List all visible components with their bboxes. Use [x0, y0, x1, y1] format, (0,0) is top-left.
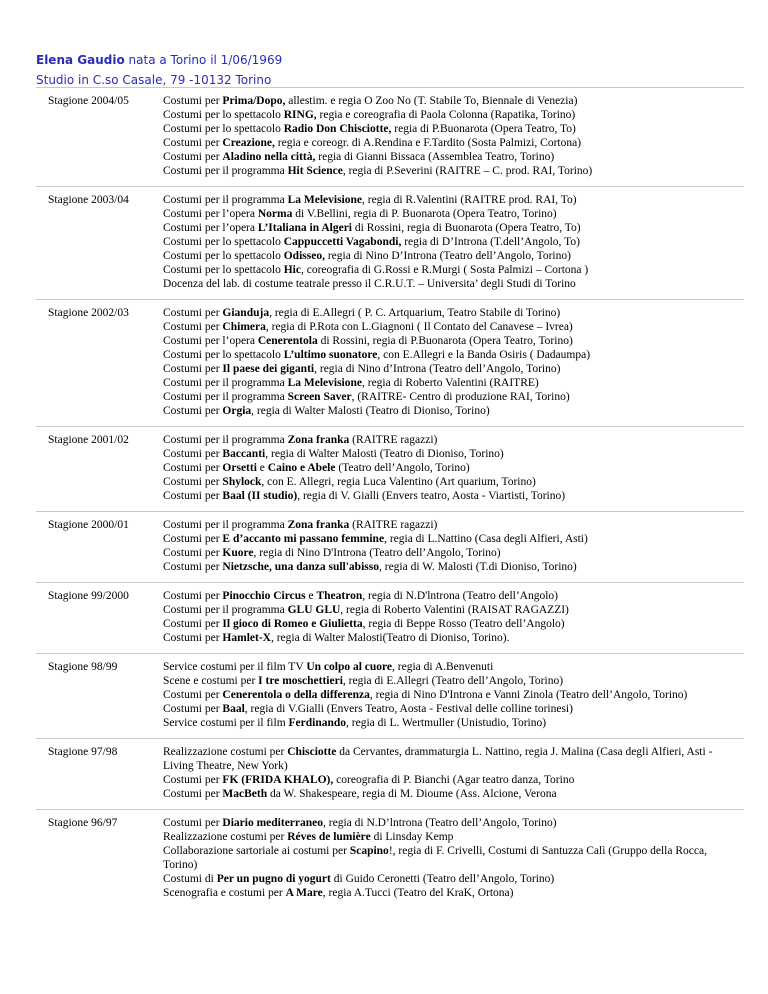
- work-title: Chimera: [222, 321, 266, 333]
- entry-text: Costumi per: [163, 817, 223, 829]
- entry-line: [163, 376, 738, 390]
- entry-text: , regia di N.D'lntrona (Teatro dell’Angolo): [362, 590, 558, 602]
- entry-text: , regia di Nino D'Introna (Teatro dell’Angolo, Torino): [253, 547, 501, 559]
- entry-line: [163, 773, 738, 787]
- entry-text: da W. Shakespeare, regia di M. Dioume (Ass. Alcione, Verona: [267, 788, 557, 800]
- entry-line: [163, 94, 738, 108]
- work-title: Cappuccetti Vagabondi,: [283, 236, 402, 248]
- work-title: Aladino nella città,: [222, 151, 316, 163]
- season-row: [36, 186, 744, 299]
- work-title: MacBeth: [222, 788, 268, 800]
- entry-line: [163, 886, 738, 900]
- work-title: L’Italiana in Algeri: [257, 222, 353, 234]
- entry-text: Costumi per: [163, 788, 223, 800]
- season-entries: [163, 745, 744, 801]
- entry-text: di Rossini, regia di P.Buonarota (Opera Teatro, Torino): [317, 335, 573, 347]
- entry-line: [163, 221, 738, 235]
- entry-line: [163, 277, 738, 291]
- work-title: Hamlet-X: [222, 632, 271, 644]
- entry-line: [163, 235, 738, 249]
- entry-text: regia e coreogr. di A.Rendina e F.Tardito (Sosta Palmizi, Cortona): [274, 137, 582, 149]
- entry-text: Costumi per: [163, 703, 223, 715]
- work-title: Odisseo,: [283, 250, 325, 262]
- work-title: La Melevisione: [287, 194, 362, 206]
- entry-text: e: [256, 462, 268, 474]
- season-entries: [163, 306, 744, 418]
- entry-line: [163, 872, 738, 886]
- entry-line: [163, 631, 738, 645]
- work-title: Creazione,: [222, 137, 275, 149]
- work-title: FK (FRIDA KHALO),: [222, 774, 334, 786]
- work-title: Scapino: [349, 845, 389, 857]
- entry-text: regia di P.Buonarota (Opera Teatro, To): [391, 123, 576, 135]
- entry-text: Scene e costumi per: [163, 675, 259, 687]
- season-label: Stagione 2000/01: [48, 519, 129, 531]
- season-entries: [163, 193, 744, 291]
- work-title: Theatron: [316, 590, 363, 602]
- entry-text: , regia di Beppe Rosso (Teatro dell’Angolo): [362, 618, 565, 630]
- entry-text: !, regia di F. Crivelli, Costumi di Santuzza Calì (Gruppo della Rocca, Torino): [163, 845, 707, 871]
- entry-text: Realizzazione costumi per: [163, 831, 288, 843]
- entry-text: Costumi per lo spettacolo: [163, 264, 284, 276]
- entry-text: Costumi per: [163, 307, 223, 319]
- work-title: Baal (II studio): [222, 490, 298, 502]
- entry-text: Costumi per l’opera: [163, 208, 258, 220]
- entry-line: [163, 306, 738, 320]
- work-title: RING,: [283, 109, 317, 121]
- entry-line: [163, 461, 738, 475]
- season-label: Stagione 96/97: [48, 817, 118, 829]
- entry-line: [163, 193, 738, 207]
- entry-line: [163, 560, 738, 574]
- entry-line: [163, 362, 738, 376]
- entry-text: Collaborazione sartoriale ai costumi per: [163, 845, 350, 857]
- work-title: Norma: [257, 208, 293, 220]
- entry-text: , regia di W. Malosti (T.di Dioniso, Torino): [378, 561, 577, 573]
- entry-line: [163, 816, 738, 830]
- entry-text: Costumi per il programma: [163, 604, 288, 616]
- work-title: Orgia: [222, 405, 252, 417]
- season-label: Stagione 2003/04: [48, 194, 129, 206]
- entry-text: coreografia di P. Bianchi (Agar teatro danza, Torino: [333, 774, 575, 786]
- entry-text: Costumi per: [163, 405, 223, 417]
- entry-line: [163, 475, 738, 489]
- entry-text: regia di Nino D’Introna (Teatro dell’Angolo, Torino): [324, 250, 571, 262]
- entry-line: [163, 164, 738, 178]
- season-row: [36, 653, 744, 738]
- entry-text: Service costumi per il film: [163, 717, 289, 729]
- entry-line: [163, 716, 738, 730]
- work-title: Orsetti: [222, 462, 257, 474]
- entry-text: Costumi per lo spettacolo: [163, 250, 284, 262]
- entry-text: , regia di Roberto Valentini (RAITRE): [362, 377, 539, 389]
- entry-text: Costumi per lo spettacolo: [163, 236, 284, 248]
- work-title: Nietzsche, una danza sull'abisso: [222, 561, 379, 573]
- seasons-table: [36, 87, 744, 908]
- entry-line: [163, 348, 738, 362]
- work-title: Hic: [283, 264, 301, 276]
- entry-text: Costumi per: [163, 689, 223, 701]
- entry-line: [163, 334, 738, 348]
- season-entries: [163, 433, 744, 503]
- entry-text: , regia di Walter Malosti (Teatro di Dioniso, Torino): [265, 448, 504, 460]
- entry-line: [163, 320, 738, 334]
- work-title: Il gioco di Romeo e Giulietta: [222, 618, 363, 630]
- work-title: Baccanti: [222, 448, 266, 460]
- work-title: Radio Don Chisciotte,: [283, 123, 392, 135]
- author-name: Elena Gaudio: [36, 53, 125, 67]
- entry-text: regia e coreografia di Paola Colonna (Rapatika, Torino): [316, 109, 576, 121]
- entry-line: [163, 532, 738, 546]
- entry-text: Docenza del lab. di costume teatrale presso il C.R.U.T. – Universita’ degli Studi di Torino: [163, 278, 576, 290]
- entry-line: [163, 108, 738, 122]
- entry-text: , regia di E.Allegri ( P. C. Artquarium, Teatro Stabile di Torino): [269, 307, 561, 319]
- season-label: Stagione 99/2000: [48, 590, 129, 602]
- entry-text: , regia di V. Gialli (Envers teatro, Aosta - Viartisti, Torino): [297, 490, 566, 502]
- entry-text: Costumi per: [163, 590, 223, 602]
- season-row: [36, 87, 744, 186]
- season-entries: [163, 518, 744, 574]
- season-entries: [163, 816, 744, 900]
- entry-text: , regia di L.Nattino (Casa degli Alfieri, Asti): [384, 533, 588, 545]
- entry-text: di Linsday Kemp: [370, 831, 454, 843]
- entry-line: [163, 830, 738, 844]
- season-entries: [163, 589, 744, 645]
- entry-text: , regia di V.Gialli (Envers Teatro, Aosta - Festival delle colline torinesi): [244, 703, 573, 715]
- entry-text: , coreografia di G.Rossi e R.Murgi ( Sosta Palmizi – Cortona ): [300, 264, 589, 276]
- entry-text: , con E. Allegri, regia Luca Valentino (Art quarium, Torino): [261, 476, 536, 488]
- season-row: [36, 809, 744, 908]
- entry-text: Costumi per: [163, 632, 223, 644]
- entry-text: Costumi per: [163, 448, 223, 460]
- entry-text: , regia di N.D’lntrona (Teatro dell’Angolo, Torino): [323, 817, 557, 829]
- work-title: Pinocchio Circus: [222, 590, 306, 602]
- entry-text: Costumi per: [163, 774, 223, 786]
- work-title: Diario mediterraneo: [222, 817, 324, 829]
- entry-text: , regia A.Tucci (Teatro del KraK, Ortona): [322, 887, 514, 899]
- entry-line: [163, 136, 738, 150]
- entry-text: , con E.Allegri e la Banda Osiris ( Dadaumpa): [377, 349, 591, 361]
- work-title: I tre moschettieri: [258, 675, 343, 687]
- entry-line: [163, 688, 738, 702]
- season-entries: [163, 94, 744, 178]
- entry-text: , regia di Walter Malosti (Teatro di Dioniso, Torino): [251, 405, 490, 417]
- entry-text: regia di D’Introna (T.dell’Angolo, To): [401, 236, 580, 248]
- entry-text: Costumi per lo spettacolo: [163, 349, 284, 361]
- entry-text: , regia di Nino d’Introna (Teatro dell’Angolo, Torino): [314, 363, 561, 375]
- header-line-1: [36, 50, 282, 70]
- work-title: GLU GLU: [287, 604, 341, 616]
- entry-line: [163, 249, 738, 263]
- work-title: Shylock: [222, 476, 262, 488]
- entry-text: di Rossini, regia di Buonarota (Opera Teatro, To): [352, 222, 581, 234]
- entry-text: Costumi per lo spettacolo: [163, 109, 284, 121]
- season-label: Stagione 97/98: [48, 746, 118, 758]
- entry-text: Costumi per il programma: [163, 434, 288, 446]
- entry-line: [163, 745, 738, 773]
- entry-text: Costumi per: [163, 476, 223, 488]
- entry-text: Costumi per il programma: [163, 194, 288, 206]
- entry-line: [163, 546, 738, 560]
- entry-text: Costumi per: [163, 321, 223, 333]
- entry-text: Realizzazione costumi per: [163, 746, 288, 758]
- entry-line: [163, 660, 738, 674]
- entry-text: di V.Bellini, regia di P. Buonarota (Opera Teatro, Torino): [292, 208, 557, 220]
- entry-line: [163, 617, 738, 631]
- work-title: Per un pugno di yogurt: [216, 873, 331, 885]
- season-row: [36, 738, 744, 809]
- entry-line: [163, 787, 738, 801]
- entry-text: Costumi per lo spettacolo: [163, 123, 284, 135]
- work-title: Gianduja: [222, 307, 270, 319]
- entry-text: da Cervantes, drammaturgia L. Nattino, regia J. Malina (Casa degli Alfieri, Asti - Living Theatre, New York): [163, 746, 713, 772]
- entry-line: [163, 518, 738, 532]
- work-title: Prima/Dopo,: [222, 95, 286, 107]
- work-title: Baal: [222, 703, 245, 715]
- work-title: Hit Science: [287, 165, 343, 177]
- entry-text: Costumi per il programma: [163, 519, 288, 531]
- entry-line: [163, 433, 738, 447]
- entry-line: [163, 122, 738, 136]
- entry-text: , regia di L. Wertmuller (Unistudio, Torino): [346, 717, 547, 729]
- season-label: Stagione 98/99: [48, 661, 118, 673]
- entry-line: [163, 447, 738, 461]
- entry-text: Service costumi per il film TV: [163, 661, 307, 673]
- work-title: La Melevisione: [287, 377, 362, 389]
- cv-header: [36, 50, 282, 90]
- work-title: Ferdinando: [288, 717, 347, 729]
- season-label: Stagione 2004/05: [48, 95, 129, 107]
- entry-text: Costumi per il programma: [163, 377, 288, 389]
- entry-text: , regia di Roberto Valentini (RAISAT RAGAZZI): [340, 604, 569, 616]
- entry-line: [163, 263, 738, 277]
- season-label: Stagione 2001/02: [48, 434, 129, 446]
- entry-line: [163, 674, 738, 688]
- studio-address: Studio in C.so Casale, 79 -10132 Torino: [36, 73, 272, 87]
- entry-text: , regia di Walter Malosti(Teatro di Dioniso, Torino).: [270, 632, 510, 644]
- work-title: A Mare: [285, 887, 323, 899]
- entry-line: [163, 844, 738, 872]
- entry-text: (RAITRE ragazzi): [349, 519, 438, 531]
- entry-text: allestim. e regia O Zoo No (T. Stabile To, Biennale di Venezia): [285, 95, 578, 107]
- entry-text: Costumi per l’opera: [163, 222, 258, 234]
- season-row: [36, 511, 744, 582]
- work-title: E d’accanto mi passano femmine: [222, 533, 385, 545]
- work-title: Caino e Abele: [267, 462, 336, 474]
- entry-text: , regia di Nino D'Introna e Vanni Zinola (Teatro dell’Angolo, Torino): [369, 689, 688, 701]
- entry-line: [163, 150, 738, 164]
- entry-text: Costumi per: [163, 490, 223, 502]
- entry-text: Costumi per: [163, 462, 223, 474]
- entry-text: , regia di A.Benvenuti: [392, 661, 494, 673]
- season-entries: [163, 660, 744, 730]
- work-title: Zona franka: [287, 434, 350, 446]
- entry-line: [163, 702, 738, 716]
- entry-line: [163, 603, 738, 617]
- entry-text: Costumi di: [163, 873, 217, 885]
- entry-text: Costumi per: [163, 151, 223, 163]
- work-title: Zona franka: [287, 519, 350, 531]
- entry-text: Costumi per il programma: [163, 391, 288, 403]
- season-row: [36, 299, 744, 426]
- entry-line: [163, 390, 738, 404]
- birth-info: nata a Torino il 1/06/1969: [124, 53, 283, 67]
- entry-line: [163, 207, 738, 221]
- work-title: Chisciotte: [287, 746, 337, 758]
- entry-text: Scenografia e costumi per: [163, 887, 286, 899]
- entry-text: , regia di E.Allegri (Teatro dell’Angolo, Torino): [342, 675, 564, 687]
- entry-text: e: [305, 590, 317, 602]
- work-title: Cenerentola: [257, 335, 318, 347]
- work-title: Screen Saver: [287, 391, 352, 403]
- season-label: Stagione 2002/03: [48, 307, 129, 319]
- entry-text: (RAITRE ragazzi): [349, 434, 438, 446]
- entry-text: di Guido Ceronetti (Teatro dell’Angolo, Torino): [330, 873, 555, 885]
- entry-text: , regia di R.Valentini (RAITRE prod. RAI, To): [362, 194, 577, 206]
- entry-text: Costumi per: [163, 618, 223, 630]
- entry-text: Costumi per: [163, 547, 223, 559]
- work-title: Un colpo al cuore: [306, 661, 393, 673]
- entry-text: Costumi per: [163, 95, 223, 107]
- entry-text: Costumi per: [163, 533, 223, 545]
- entry-text: (Teatro dell’Angolo, Torino): [335, 462, 470, 474]
- season-row: [36, 426, 744, 511]
- entry-text: Costumi per: [163, 137, 223, 149]
- entry-text: , (RAITRE- Centro di produzione RAI, Torino): [351, 391, 570, 403]
- entry-text: Costumi per: [163, 363, 223, 375]
- work-title: Kuore: [222, 547, 254, 559]
- entry-text: regia di Gianni Bissaca (Assemblea Teatro, Torino): [315, 151, 555, 163]
- entry-line: [163, 589, 738, 603]
- work-title: Cenerentola o della differenza: [222, 689, 370, 701]
- work-title: L’ultimo suonatore: [283, 349, 378, 361]
- entry-line: [163, 489, 738, 503]
- season-row: [36, 582, 744, 653]
- work-title: Réves de lumière: [287, 831, 371, 843]
- work-title: Il paese dei giganti: [222, 363, 315, 375]
- entry-text: Costumi per il programma: [163, 165, 288, 177]
- entry-text: , regia di P.Severini (RAITRE – C. prod. RAI, Torino): [342, 165, 593, 177]
- entry-line: [163, 404, 738, 418]
- entry-text: , regia di P.Rota con L.Giagnoni ( Il Contato del Canavese – Ivrea): [265, 321, 573, 333]
- entry-text: Costumi per: [163, 561, 223, 573]
- entry-text: Costumi per l’opera: [163, 335, 258, 347]
